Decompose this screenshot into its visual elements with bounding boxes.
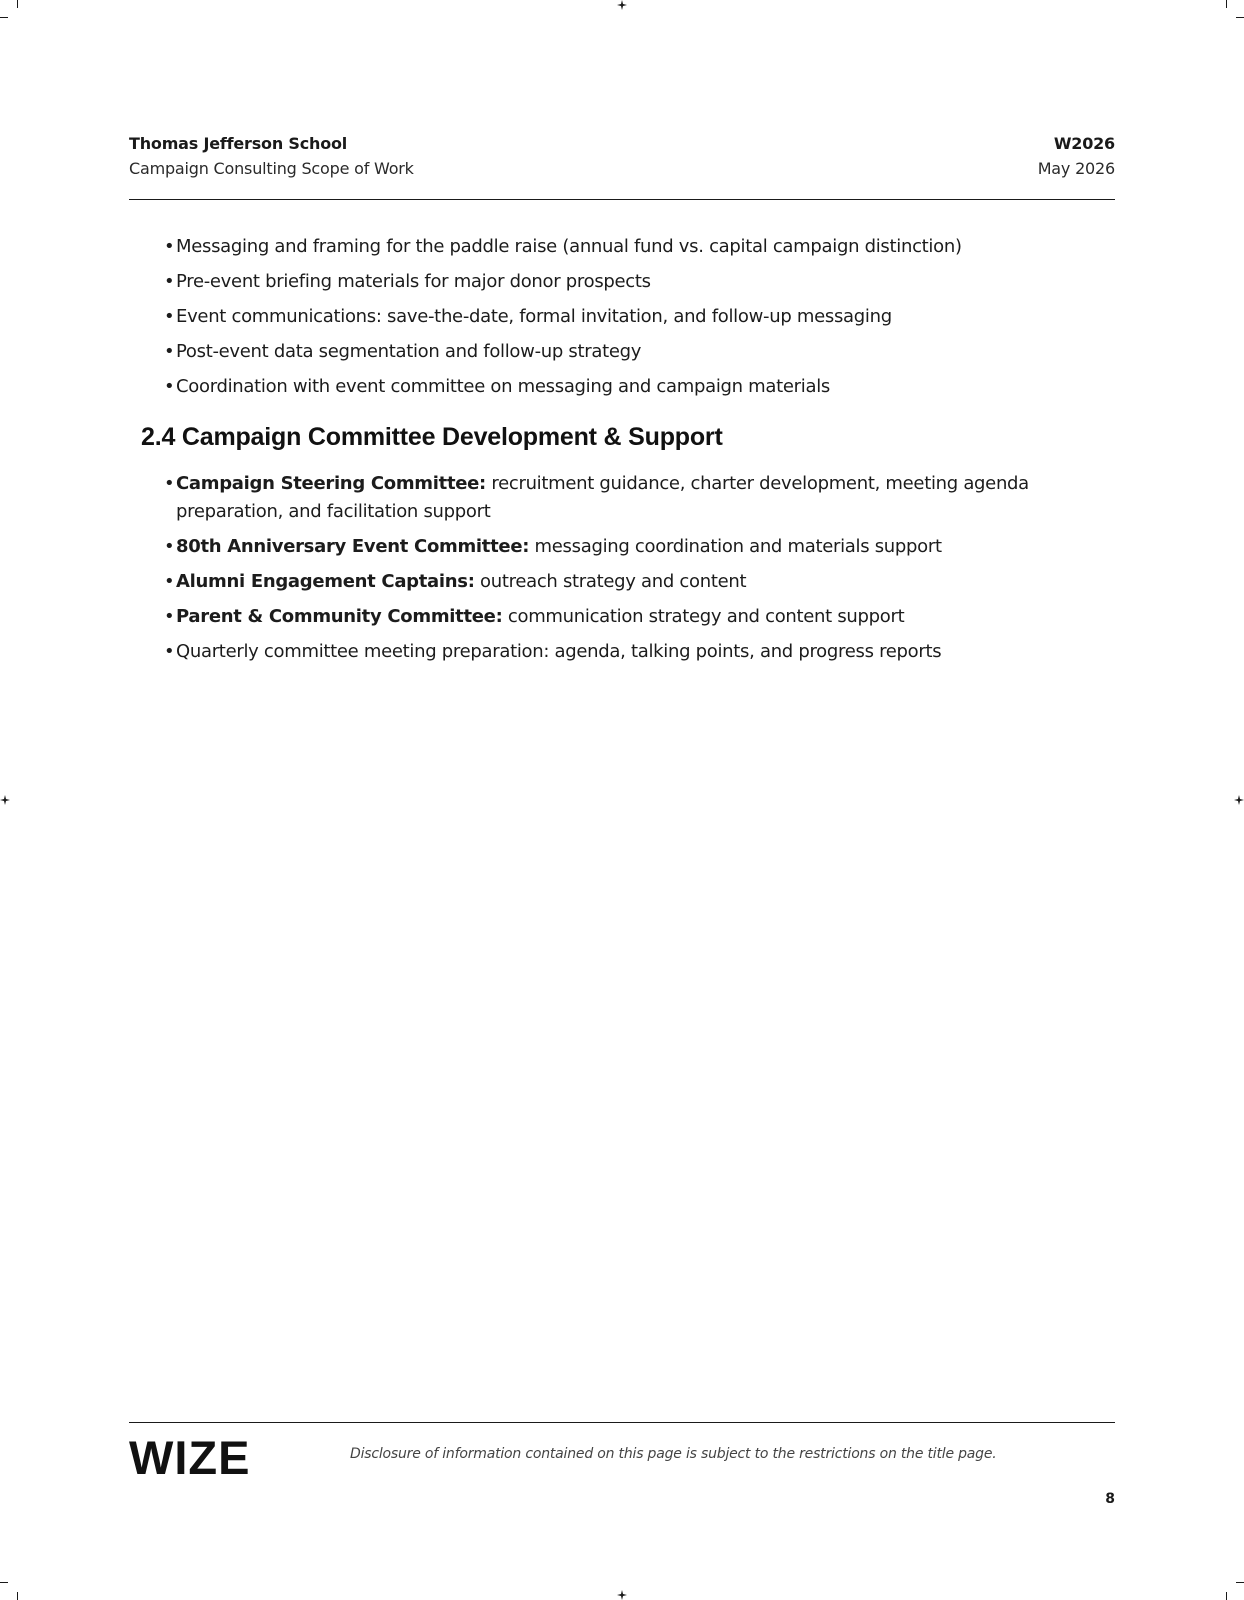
page-footer [129, 1422, 1115, 1483]
event-deliverables-list [129, 233, 1115, 401]
crop-mark-top-right-v [1226, 0, 1227, 8]
header-left [129, 131, 414, 181]
item-text: communication strategy and content support [502, 606, 905, 627]
list-item: • Coordination with event committee on messaging and campaign materials [164, 373, 1115, 401]
committee-list [129, 470, 1115, 666]
list-item: • Pre-event briefing materials for major donor prospects [164, 268, 1115, 296]
registration-mark-left [0, 795, 10, 805]
item-text: Quarterly committee meeting preparation: agenda, talking points, and progress reports [176, 641, 942, 662]
registration-mark-top [617, 0, 627, 10]
disclosure-notice: Disclosure of information contained on this page is subject to the restrictions on the title page. [350, 1446, 997, 1462]
document-title: Campaign Consulting Scope of Work [129, 159, 414, 178]
section-heading: 2.4 Campaign Committee Development & Support [141, 423, 723, 451]
list-item [164, 533, 1115, 561]
page-content [129, 233, 1115, 673]
list-item [164, 603, 1115, 631]
item-label: Alumni Engagement Captains: [176, 571, 475, 592]
document-code: W2026 [1053, 134, 1115, 153]
item-label: Parent & Community Committee: [176, 606, 503, 627]
wize-logo: WIZE [129, 1431, 251, 1484]
crop-mark-top-right-h [1236, 17, 1244, 18]
crop-mark-top-left-v [17, 0, 18, 8]
organization-name: Thomas Jefferson School [129, 134, 348, 153]
item-text: outreach strategy and content [474, 571, 747, 592]
item-text: recruitment guidance, charter development, meeting agenda preparation, and facilitation support [176, 473, 1029, 522]
list-item: • Messaging and framing for the paddle raise (annual fund vs. capital campaign distinction) [164, 233, 1115, 261]
crop-mark-bottom-right-v [1226, 1592, 1227, 1600]
item-label: 80th Anniversary Event Committee: [176, 536, 530, 557]
crop-mark-top-left-h [0, 17, 8, 18]
page-number: 8 [1105, 1491, 1115, 1507]
list-item: • Post-event data segmentation and follow-up strategy [164, 338, 1115, 366]
list-item [164, 638, 1115, 666]
item-label: Campaign Steering Committee: [176, 473, 486, 494]
list-item: • Event communications: save-the-date, formal invitation, and follow-up messaging [164, 303, 1115, 331]
crop-mark-bottom-left-h [0, 1582, 8, 1583]
list-item [164, 470, 1115, 526]
item-text: messaging coordination and materials support [529, 536, 942, 557]
registration-mark-bottom [617, 1590, 627, 1600]
header-right [1038, 131, 1115, 181]
page-header [129, 131, 1115, 200]
registration-mark-right [1234, 795, 1244, 805]
crop-mark-bottom-left-v [17, 1592, 18, 1600]
document-date: May 2026 [1037, 159, 1115, 178]
crop-mark-bottom-right-h [1236, 1582, 1244, 1583]
list-item [164, 568, 1115, 596]
